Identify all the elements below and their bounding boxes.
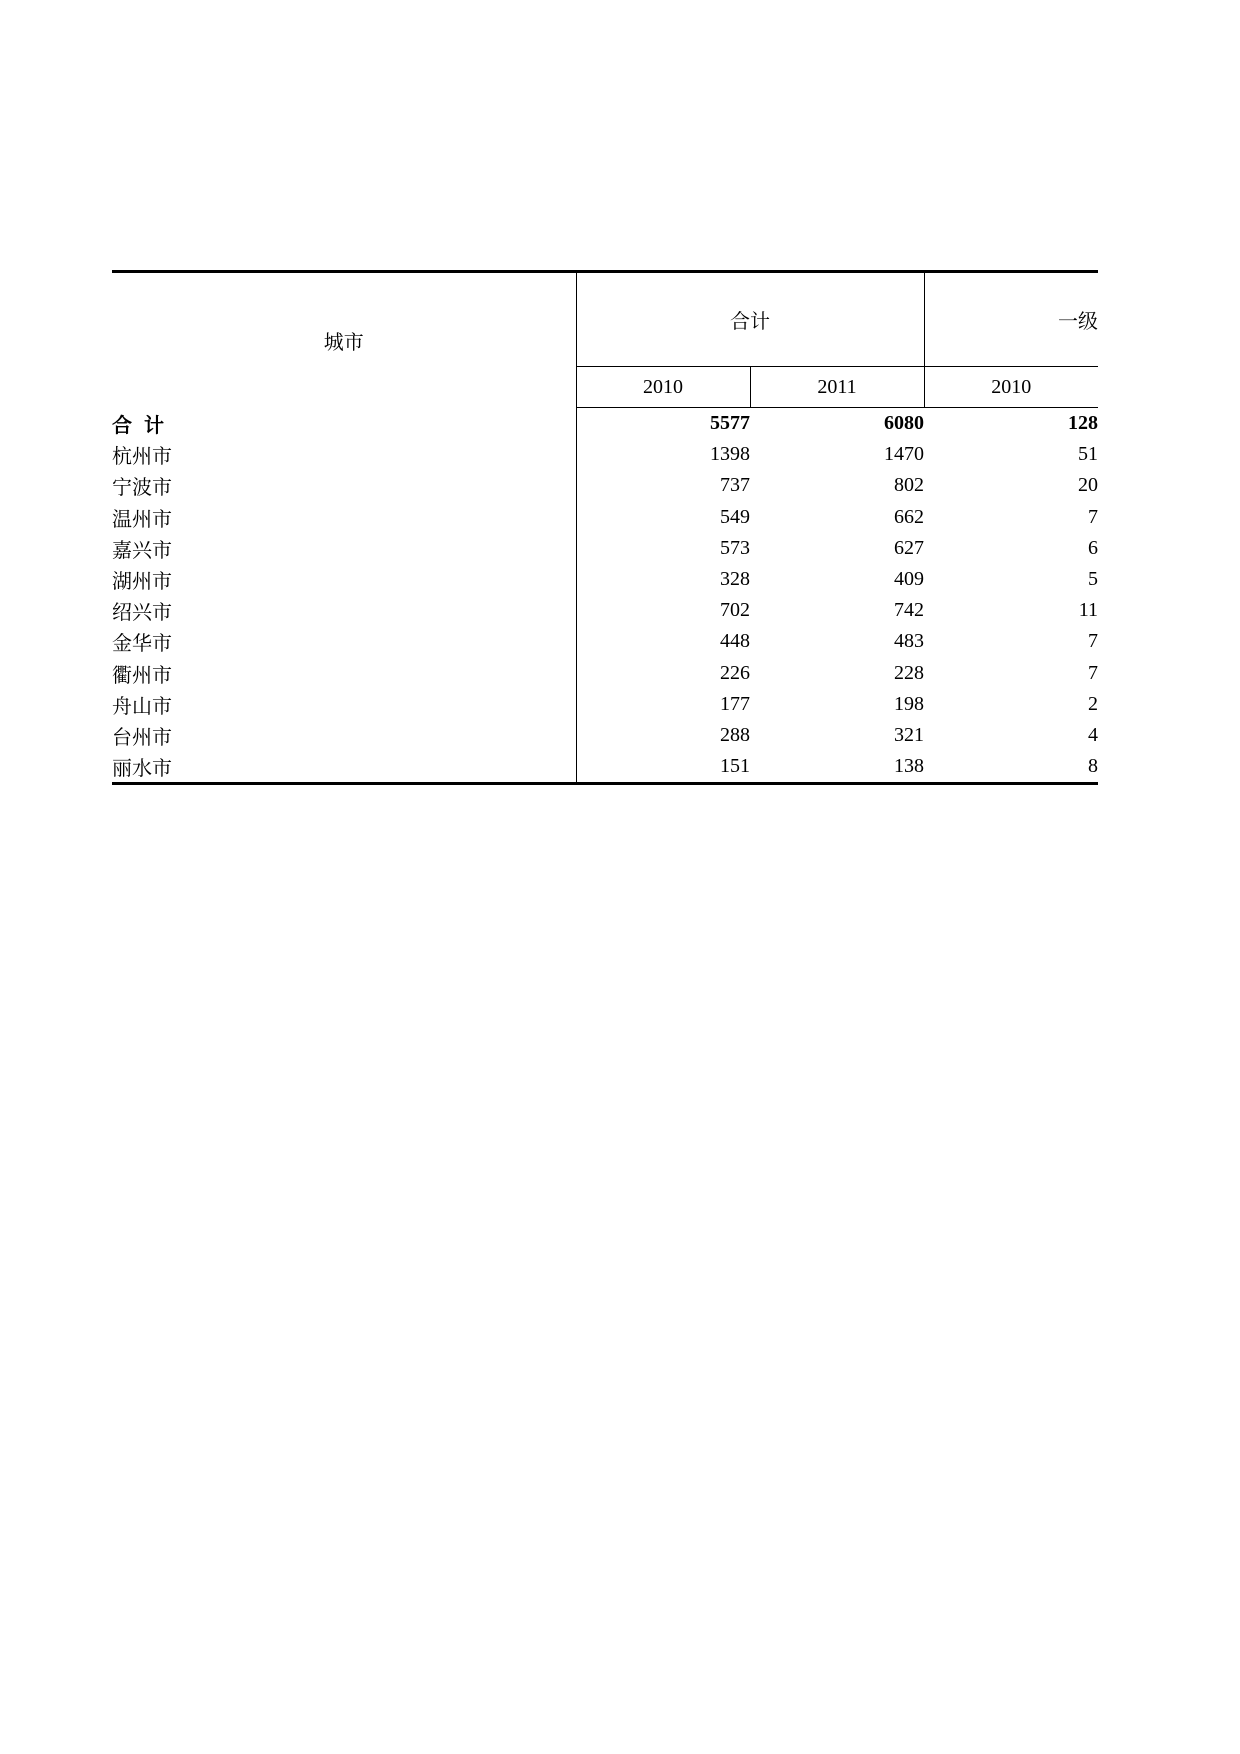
city-row [112, 689, 1098, 720]
total-2010-cell: 5577 [710, 412, 750, 435]
total-2010-cell: 226 [720, 661, 750, 684]
city-row [112, 595, 1098, 626]
first-level-2010-cell: 5 [1088, 568, 1098, 591]
total-2011-cell: 627 [894, 536, 924, 559]
first-level-2010-cell: 6 [1088, 536, 1098, 559]
table-body [112, 408, 1098, 784]
year-header-total-2011: 2011 [750, 367, 924, 408]
first-level-2010-cell: 7 [1088, 630, 1098, 653]
city-name-cell: 宁波市 [112, 470, 576, 501]
total-2011-cell: 138 [750, 751, 924, 784]
city-row [112, 470, 1098, 501]
total-2010-cell: 151 [576, 751, 750, 784]
city-name-cell: 嘉兴市 [112, 533, 576, 564]
city-row [112, 720, 1098, 751]
first-level-2010-cell: 8 [924, 751, 1098, 784]
total-2010-cell: 737 [720, 474, 750, 497]
first-level-2010-cell: 2 [1088, 692, 1098, 715]
city-name-cell: 湖州市 [112, 564, 576, 595]
first-level-2010-cell: 128 [1068, 412, 1098, 435]
city-name-cell: 金华市 [112, 626, 576, 657]
year-header-first-2010: 2010 [924, 367, 1098, 408]
total-2010-cell: 549 [720, 505, 750, 528]
city-name-cell: 衢州市 [112, 658, 576, 689]
total-2010-cell: 702 [720, 599, 750, 622]
first-level-2010-cell: 51 [1078, 443, 1098, 466]
total-2010-cell: 1398 [710, 443, 750, 466]
first-level-2010-cell: 7 [1088, 505, 1098, 528]
city-row [112, 439, 1098, 470]
total-2010-cell: 288 [720, 723, 750, 746]
city-row [112, 502, 1098, 533]
total-2011-cell: 742 [894, 599, 924, 622]
total-2011-cell: 409 [894, 568, 924, 591]
city-row [112, 626, 1098, 657]
total-2010-cell: 573 [720, 536, 750, 559]
city-row [112, 658, 1098, 689]
first-level-2010-cell: 20 [1078, 474, 1098, 497]
first-level-2010-cell: 7 [1088, 661, 1098, 684]
city-name-cell: 舟山市 [112, 689, 576, 720]
city-column-header: 城市 [112, 272, 576, 408]
city-name-cell: 绍兴市 [112, 595, 576, 626]
total-2011-cell: 321 [894, 723, 924, 746]
total-group-header: 合计 [576, 272, 924, 367]
city-row [112, 751, 1098, 784]
city-name-cell: 合计 [112, 408, 576, 440]
total-2010-cell: 448 [720, 630, 750, 653]
total-2011-cell: 198 [894, 692, 924, 715]
first-level-2010-cell: 11 [1078, 599, 1098, 622]
table-header [112, 272, 1098, 408]
total-2011-cell: 228 [894, 661, 924, 684]
total-row [112, 408, 1098, 440]
total-2011-cell: 483 [894, 630, 924, 653]
city-name-cell: 温州市 [112, 502, 576, 533]
city-row [112, 533, 1098, 564]
total-2011-cell: 1470 [884, 443, 924, 466]
first-level-2010-cell: 4 [1088, 723, 1098, 746]
statistics-table [112, 270, 1098, 785]
year-header-total-2010: 2010 [576, 367, 750, 408]
total-2011-cell: 6080 [884, 412, 924, 435]
total-2011-cell: 662 [894, 505, 924, 528]
city-name-cell: 台州市 [112, 720, 576, 751]
first-level-group-header: 一级 [924, 272, 1098, 367]
city-name-cell: 丽水市 [112, 751, 576, 784]
total-2011-cell: 802 [894, 474, 924, 497]
total-2010-cell: 328 [720, 568, 750, 591]
total-2010-cell: 177 [720, 692, 750, 715]
city-row [112, 564, 1098, 595]
city-name-cell: 杭州市 [112, 439, 576, 470]
header-row-groups [112, 272, 1098, 367]
